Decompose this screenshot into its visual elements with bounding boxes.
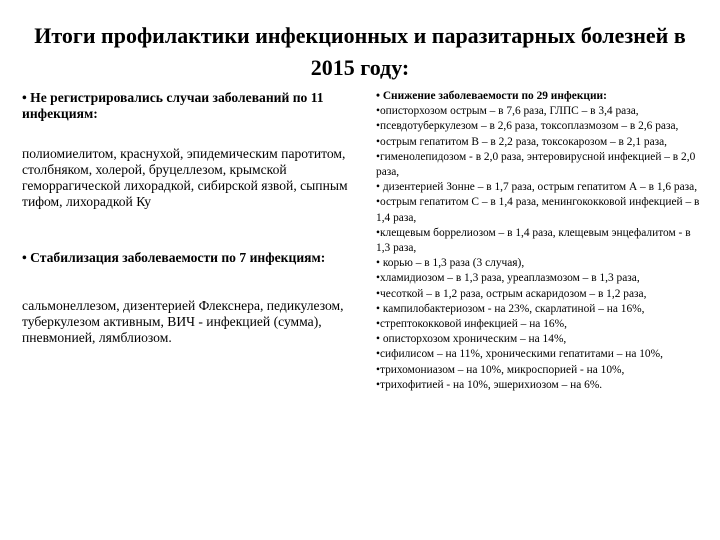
list-item: •острым гепатитом В – в 2,2 раза, токсокарозом – в 2,1 раза, — [376, 135, 668, 148]
list-item: •трихомониазом – на 10%, микроспорией - на 10%, — [376, 363, 625, 376]
list-item: •трихофитией - на 10%, эшерихиозом – на 6%. — [376, 378, 603, 391]
list-item: • описторхозом хроническим – на 14%, — [376, 333, 567, 346]
list-item: • кампилобактериозом - на 23%, скарлатиной – на 16%, — [376, 302, 645, 315]
left-column — [22, 90, 367, 346]
list-item: •стрептококковой инфекцией – на 16%, — [376, 318, 567, 331]
decrease-heading: • Снижение заболеваемости по 29 инфекции: — [376, 90, 607, 102]
no-cases-list: полиомиелитом, краснухой, эпидемическим паротитом, столбняком, холерой, бруцеллезом, крымской геморрагической лихорадкой, сибирской язвой, сыпным тифом, лихорадкой Ку — [22, 146, 348, 209]
list-item: •чесоткой – в 1,2 раза, острым аскаридозом – в 1,2 раза, — [376, 287, 647, 300]
list-item: •острым гепатитом С – в 1,4 раза, менингококковой инфекцией – в 1,4 раза, — [376, 196, 700, 224]
page-title: Итоги профилактики инфекционных и паразитарных болезней в 2015 году: — [34, 23, 686, 80]
decrease-list — [376, 104, 706, 393]
list-item: • корью – в 1,3 раза (3 случая), — [376, 257, 525, 270]
list-item: • дизентерией Зонне – в 1,7 раза, острым гепатитом А – в 1,6 раза, — [376, 181, 698, 194]
list-item: •описторхозом острым – в 7,6 раза, ГЛПС – в 3,4 раза, — [376, 105, 639, 118]
stabilization-heading: • Стабилизация заболеваемости по 7 инфекциям: — [22, 250, 326, 265]
no-cases-heading: • Не регистрировались случаи заболеваний по 11 инфекциям: — [22, 90, 324, 121]
list-item: •клещевым боррелиозом – в 1,4 раза, клещевым энцефалитом - в 1,3 раза, — [376, 226, 691, 255]
list-item: •сифилисом – на 11%, хроническими гепатитами – на 10%, — [376, 348, 663, 361]
list-item: •гименолепидозом - в 2,0 раза, энтеровирусной инфекцией – в 2,0 раза, — [376, 150, 696, 179]
stabilization-list: сальмонеллезом, дизентерией Флекснера, педикулезом, туберкулезом активным, ВИЧ - инфекцией (сумма), пневмонией, лямблиозом. — [22, 298, 344, 345]
right-column — [376, 89, 706, 393]
list-item: •псевдотуберкулезом – в 2,6 раза, токсоплазмозом – в 2,6 раза, — [376, 120, 679, 133]
list-item: •хламидиозом – в 1,3 раза, уреаплазмозом – в 1,3 раза, — [376, 272, 640, 285]
